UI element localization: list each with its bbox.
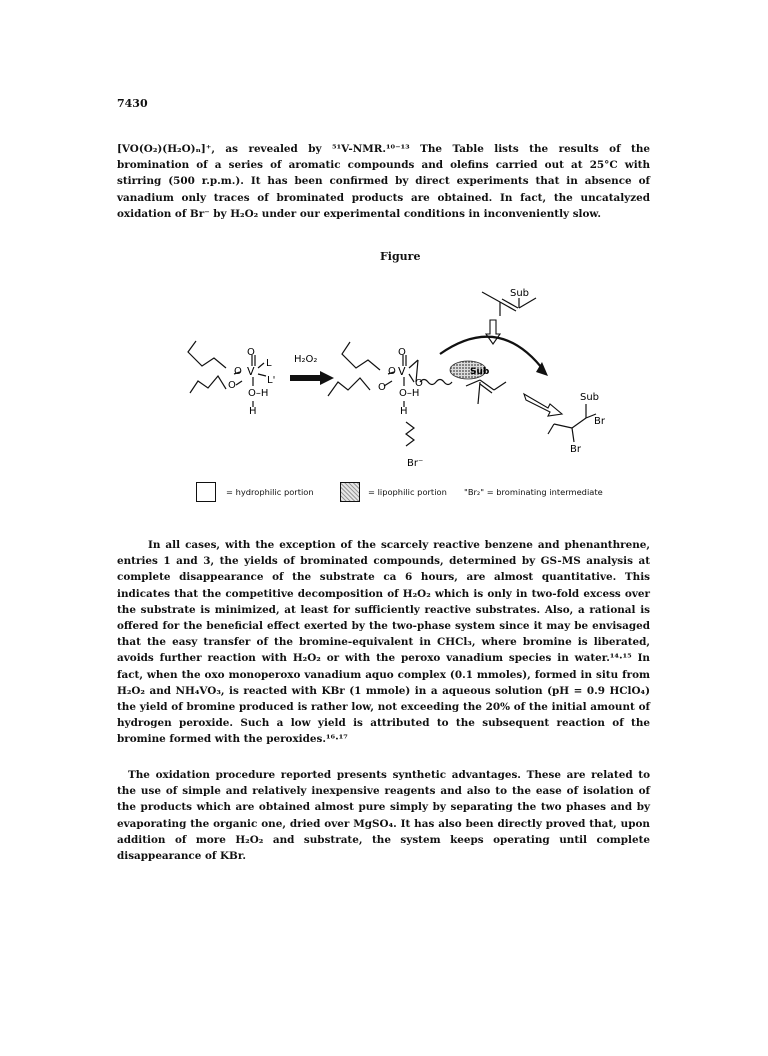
body-paragraph-3: The oxidation procedure reported presents synthetic advantages. These are related to the use of simple and relatively inexpensive reagents and also to the ease of isolation of the products which are obtained almost pure simply by separating the two phases and by evaporating the organic one, dried over MgSO₄. It has also been directly proved that, upon addition of more H₂O₂ and substrate, the system keeps operating until complete disappearance of KBr. [117,769,650,863]
figure-legend [196,482,646,502]
substrate-top-label: Sub [510,288,530,299]
legend-hydrophilic: = hydrophilic portion [226,487,314,497]
mid-oxo-o: O [398,347,406,358]
left-h: H [249,406,257,417]
mid-oh: O–H [399,388,420,399]
alkyl-chain-upper-left [188,341,226,368]
substrate-mid [466,380,506,404]
alkyl-chain-lower-mid [328,378,370,396]
legend-lipophilic: = lipophilic portion [368,487,447,497]
left-oxo-o: O [247,347,255,358]
left-ligand-l: L [266,358,272,369]
bromide-ion: Br⁻ [407,458,424,469]
mid-vanadium: V [398,365,406,378]
h2o2-label: H₂O₂ [294,354,318,365]
left-vanadium: V [247,365,255,378]
left-ligand-lprime: L' [267,375,276,386]
left-o-2: O [228,380,236,391]
product-sub-label: Sub [580,392,600,403]
reaction-arrow [290,371,334,385]
bromide-wavy-bond [406,422,414,446]
lipophilic-swatch [340,482,360,502]
page-number: 7430 [117,97,148,110]
mid-h: H [400,406,408,417]
left-o-1: O [234,366,242,377]
substrate-mid-label: Sub [470,367,490,377]
reaction-scheme-figure [150,262,640,474]
peroxo-wavy-link [420,380,452,385]
alkyl-chain-lower-left [190,376,226,393]
alkyl-chain-upper-mid [342,342,380,370]
hydrophilic-swatch [196,482,216,502]
body-paragraph-2: In all cases, with the exception of the scarcely reactive benzene and phenanthrene, entries 1 and 3, the yields of brominated compounds, determined by GS-MS analysis at complete disappearance of the substrate ca 6 hours, are almost quantitative. This indicates that the competitive decomposition of H₂O₂ which is only in two-fold excess over the substrate is minimized, at least for sufficiently reactive substrates. Also, a rational is offered for the beneficial effect exerted by the two-phase system since it may be envisaged that the easy transfer of the bromine-equivalent in CHCl₃, where bromine is liberated, avoids further reaction with H₂O₂ or with the peroxo vanadium species in water.¹⁴·¹⁵ In fact, when the oxo monoperoxo vanadium aquo complex (0.1 mmoles), formed in situ from H₂O₂ and NH₄VO₃, is reacted with KBr (1 mmole) in a aqueous solution (pH = 0.9 HClO₄) the yield of bromine produced is rather low, not exceeding the 20% of the initial amount of hydrogen peroxide. Such a low yield is attributed to the subsequent reaction of the bromine formed with the peroxides.¹⁶·¹⁷ [117,539,650,746]
figure-title: Figure [380,250,421,263]
mid-peroxo-o: O [415,378,423,389]
product-br-2: Br [570,444,581,455]
product-br-1: Br [594,416,605,427]
body-paragraph-1: [VO(O₂)(H₂O)ₙ]⁺, as revealed by ⁵¹V-NMR.¹⁰⁻¹³ The Table lists the results of the bromination of a series of aromatic compounds and olefins carried out at 25°C with stirring (500 r.p.m.). It has been confirmed by direct experiments that in absence of vanadium only traces of brominated products are obtained. In fact, the uncatalyzed oxidation of Br⁻ by H₂O₂ under our experimental conditions in inconveniently slow. [117,143,650,220]
product-arrow [524,394,562,416]
mid-o-1: O [388,366,396,377]
legend-intermediate: "Br₂" = brominating intermediate [464,487,603,497]
mid-o-2: O [378,382,386,393]
substrate-entry-arrow [486,320,500,344]
left-oh: O–H [248,388,269,399]
